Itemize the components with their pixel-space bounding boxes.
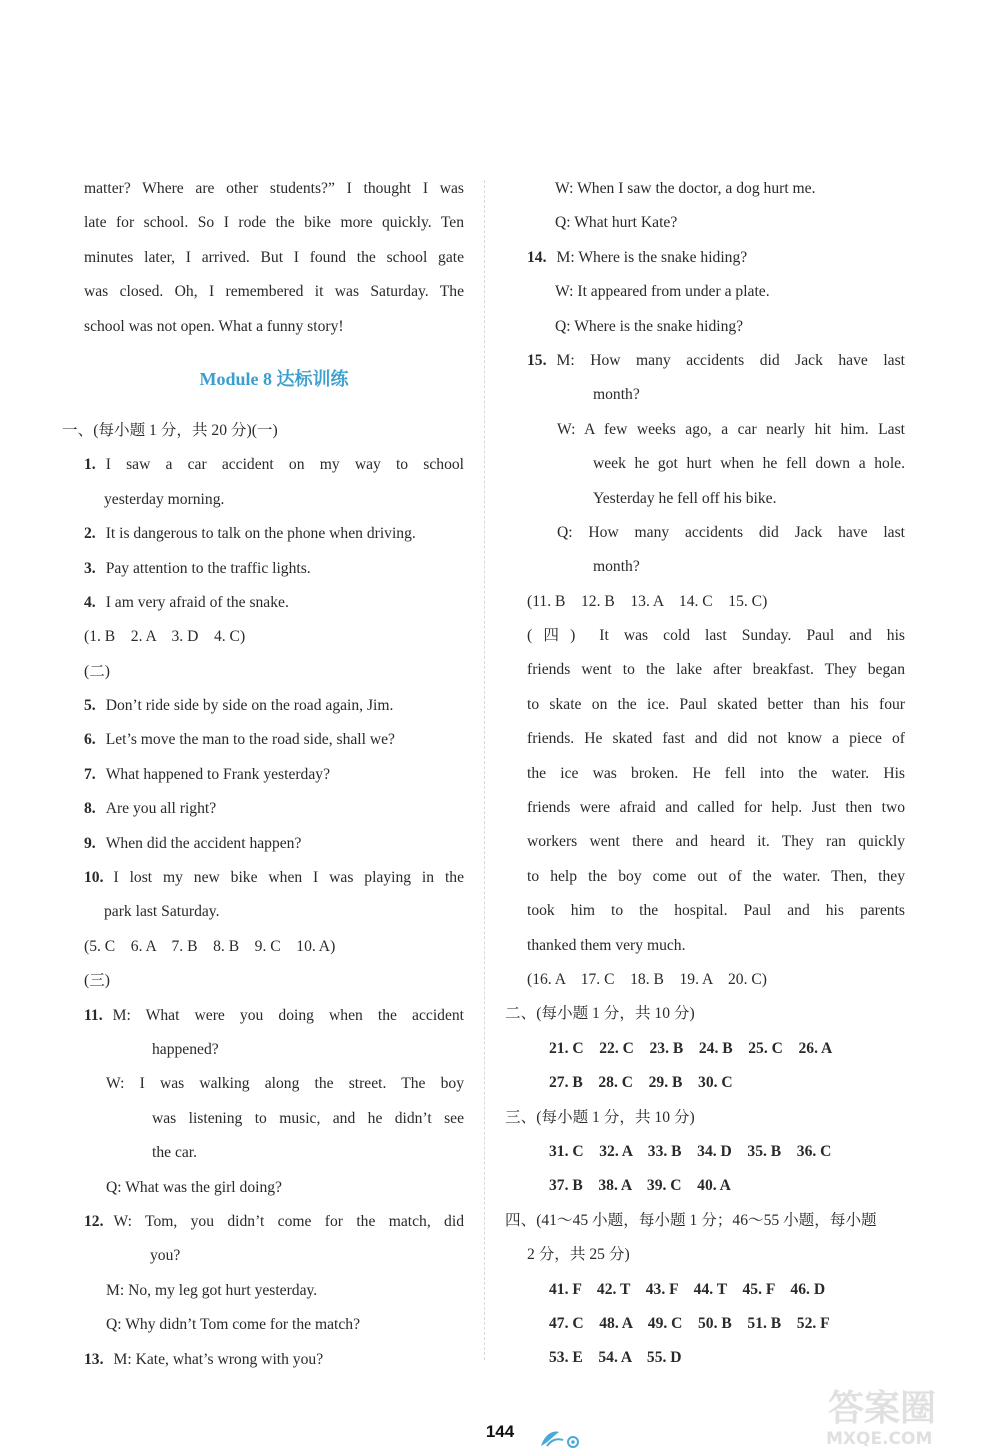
text-line: late for school. So I rode the bike more quickly. Ten — [84, 214, 464, 232]
text-line: was closed. Oh, I remembered it was Saturday. The — [84, 283, 464, 301]
subsection-label: (三) — [84, 972, 110, 990]
dialogue-line: Q: What was the girl doing? — [106, 1178, 282, 1196]
item-number: 11. — [84, 1006, 103, 1024]
item-number: 4. — [84, 593, 96, 611]
list-item — [84, 723, 464, 757]
list-item-continuation: park last Saturday. — [104, 903, 220, 921]
dialogue-line: W: I was walking along the street. The boy — [106, 1075, 464, 1093]
item-number: 7. — [84, 765, 96, 783]
item-number: 13. — [84, 1350, 104, 1368]
item-text: It is dangerous to talk on the phone when driving. — [105, 525, 416, 543]
answer-row: 53. E 54. A 55. D — [549, 1349, 682, 1367]
passage-line: to skate on the ice. Paul skated better than his four — [527, 695, 905, 713]
column-divider — [484, 180, 485, 1360]
page-number: 144 — [485, 1422, 515, 1441]
dialogue-text: M: How many accidents did Jack have last — [556, 351, 905, 369]
dialogue-line: Yesterday he fell off his bike. — [593, 489, 777, 507]
passage-line — [527, 619, 905, 653]
item-text: Are you all right? — [105, 800, 217, 818]
text-line: matter? Where are other students?” I thought I was — [84, 180, 464, 197]
dialogue-line: Q: How many accidents did Jack have last — [557, 523, 905, 541]
section-heading: 一、(每小题 1 分，共 20 分)(一) — [62, 421, 278, 439]
dialogue-line — [84, 1343, 464, 1377]
item-number: 6. — [84, 731, 96, 749]
dialogue-line: Q: Why didn’t Tom come for the match? — [106, 1316, 360, 1334]
item-text: Let’s move the man to the road side, shall we? — [105, 731, 395, 749]
dialogue-line: W: When I saw the doctor, a dog hurt me. — [555, 180, 816, 197]
passage-line: the ice was broken. He fell into the water. His — [527, 764, 905, 782]
subsection-label: (四) — [527, 627, 576, 645]
item-number: 3. — [84, 559, 96, 577]
item-number: 10. — [84, 869, 104, 887]
section-heading-continuation: 2 分，共 25 分) — [527, 1246, 630, 1264]
dialogue-line — [527, 241, 905, 275]
dialogue-line: was listening to music, and he didn’t see — [152, 1109, 464, 1127]
answer-row: 27. B 28. C 29. B 30. C — [549, 1074, 733, 1092]
passage-line: took him to the hospital. Paul and his parents — [527, 902, 905, 920]
dialogue-line: M: No, my leg got hurt yesterday. — [106, 1281, 318, 1299]
item-text: I lost my new bike when I was playing in the — [113, 869, 464, 887]
item-number: 9. — [84, 834, 96, 852]
item-number: 12. — [84, 1212, 104, 1230]
text-line: minutes later, I arrived. But I found the school gate — [84, 248, 464, 266]
passage-line: friends. He skated fast and did not know a piece of — [527, 730, 905, 748]
left-column — [62, 172, 464, 1377]
dialogue-text: M: What were you doing when the accident — [112, 1006, 464, 1024]
svg-text:答案圈: 答案圈 — [828, 1388, 937, 1429]
subsection-label: (二) — [84, 662, 110, 680]
section-heading: 三、(每小题 1 分，共 10 分) — [505, 1108, 695, 1126]
dialogue-line: W: A few weeks ago, a car nearly hit him. Last — [557, 420, 905, 438]
item-number: 5. — [84, 697, 96, 715]
answer-row: 47. C 48. A 49. C 50. B 51. B 52. F — [549, 1314, 830, 1332]
dialogue-line: Q: What hurt Kate? — [555, 214, 678, 232]
section-heading: 二、(每小题 1 分，共 10 分) — [505, 1005, 695, 1023]
item-text: What happened to Frank yesterday? — [105, 765, 330, 783]
item-number: 1. — [84, 456, 96, 474]
list-item — [84, 689, 464, 723]
list-item — [84, 552, 464, 586]
passage-line: thanked them very much. — [527, 936, 686, 954]
dialogue-line: W: It appeared from under a plate. — [555, 283, 770, 301]
dialogue-line: the car. — [152, 1144, 198, 1162]
answer-row: 37. B 38. A 39. C 40. A — [549, 1177, 731, 1195]
dialogue-text: W: Tom, you didn’t come for the match, did — [113, 1212, 464, 1230]
dialogue-line: Q: Where is the snake hiding? — [555, 317, 744, 335]
passage-line: friends went to the lake after breakfast. They began — [527, 661, 905, 679]
list-item — [84, 586, 464, 620]
dialogue-line: month? — [593, 386, 640, 404]
passage-line: to help the boy come out of the water. Then, they — [527, 867, 905, 885]
item-number: 14. — [527, 248, 547, 266]
dialogue-line: happened? — [152, 1040, 219, 1058]
passage-line: friends were afraid and called for help. Just then two — [527, 799, 905, 817]
dialogue-line — [84, 999, 464, 1033]
answer-line: (1. B 2. A 3. D 4. C) — [84, 628, 246, 646]
right-column — [505, 172, 905, 1376]
passage-line: workers went there and heard it. They ran quickly — [527, 833, 905, 851]
item-number: 15. — [527, 351, 547, 369]
answer-line: (11. B 12. B 13. A 14. C 15. C) — [527, 592, 768, 610]
list-item-continuation: yesterday morning. — [104, 490, 225, 508]
item-text: Don’t ride side by side on the road again, Jim. — [105, 697, 394, 715]
answer-line: (16. A 17. C 18. B 19. A 20. C) — [527, 970, 767, 988]
item-number: 2. — [84, 525, 96, 543]
dialogue-line — [84, 1205, 464, 1239]
svg-text:MXQE.COM: MXQE.COM — [826, 1429, 933, 1449]
item-number: 8. — [84, 800, 96, 818]
dialogue-line: month? — [593, 558, 640, 576]
dialogue-text: M: Kate, what’s wrong with you? — [113, 1350, 324, 1368]
list-item — [84, 758, 464, 792]
leaf-ornament-icon — [537, 1426, 585, 1450]
text-line: school was not open. What a funny story! — [84, 317, 344, 335]
dialogue-line: you? — [150, 1247, 181, 1265]
dialogue-text: M: Where is the snake hiding? — [556, 248, 748, 266]
item-text: When did the accident happen? — [105, 834, 302, 852]
passage-text: It was cold last Sunday. Paul and his — [599, 627, 905, 645]
list-item — [84, 827, 464, 861]
dialogue-line: week he got hurt when he fell down a hole. — [593, 455, 905, 473]
list-item — [84, 792, 464, 826]
watermark-logo — [808, 1380, 998, 1450]
dialogue-line — [527, 344, 905, 378]
list-item — [84, 448, 464, 482]
section-heading: 四、(41～45 小题，每小题 1 分；46～55 小题，每小题 — [505, 1211, 877, 1229]
item-text: I am very afraid of the snake. — [105, 593, 289, 611]
item-text: Pay attention to the traffic lights. — [105, 559, 311, 577]
answer-row: 41. F 42. T 43. F 44. T 45. F 46. D — [549, 1280, 826, 1298]
list-item — [84, 517, 464, 551]
answer-row: 21. C 22. C 23. B 24. B 25. C 26. A — [549, 1039, 833, 1057]
answer-line: (5. C 6. A 7. B 8. B 9. C 10. A) — [84, 937, 336, 955]
item-text: I saw a car accident on my way to school — [105, 456, 464, 474]
section-title: Module 8 达标训练 — [199, 368, 349, 389]
list-item — [84, 861, 464, 895]
answer-row: 31. C 32. A 33. B 34. D 35. B 36. C — [549, 1142, 832, 1160]
